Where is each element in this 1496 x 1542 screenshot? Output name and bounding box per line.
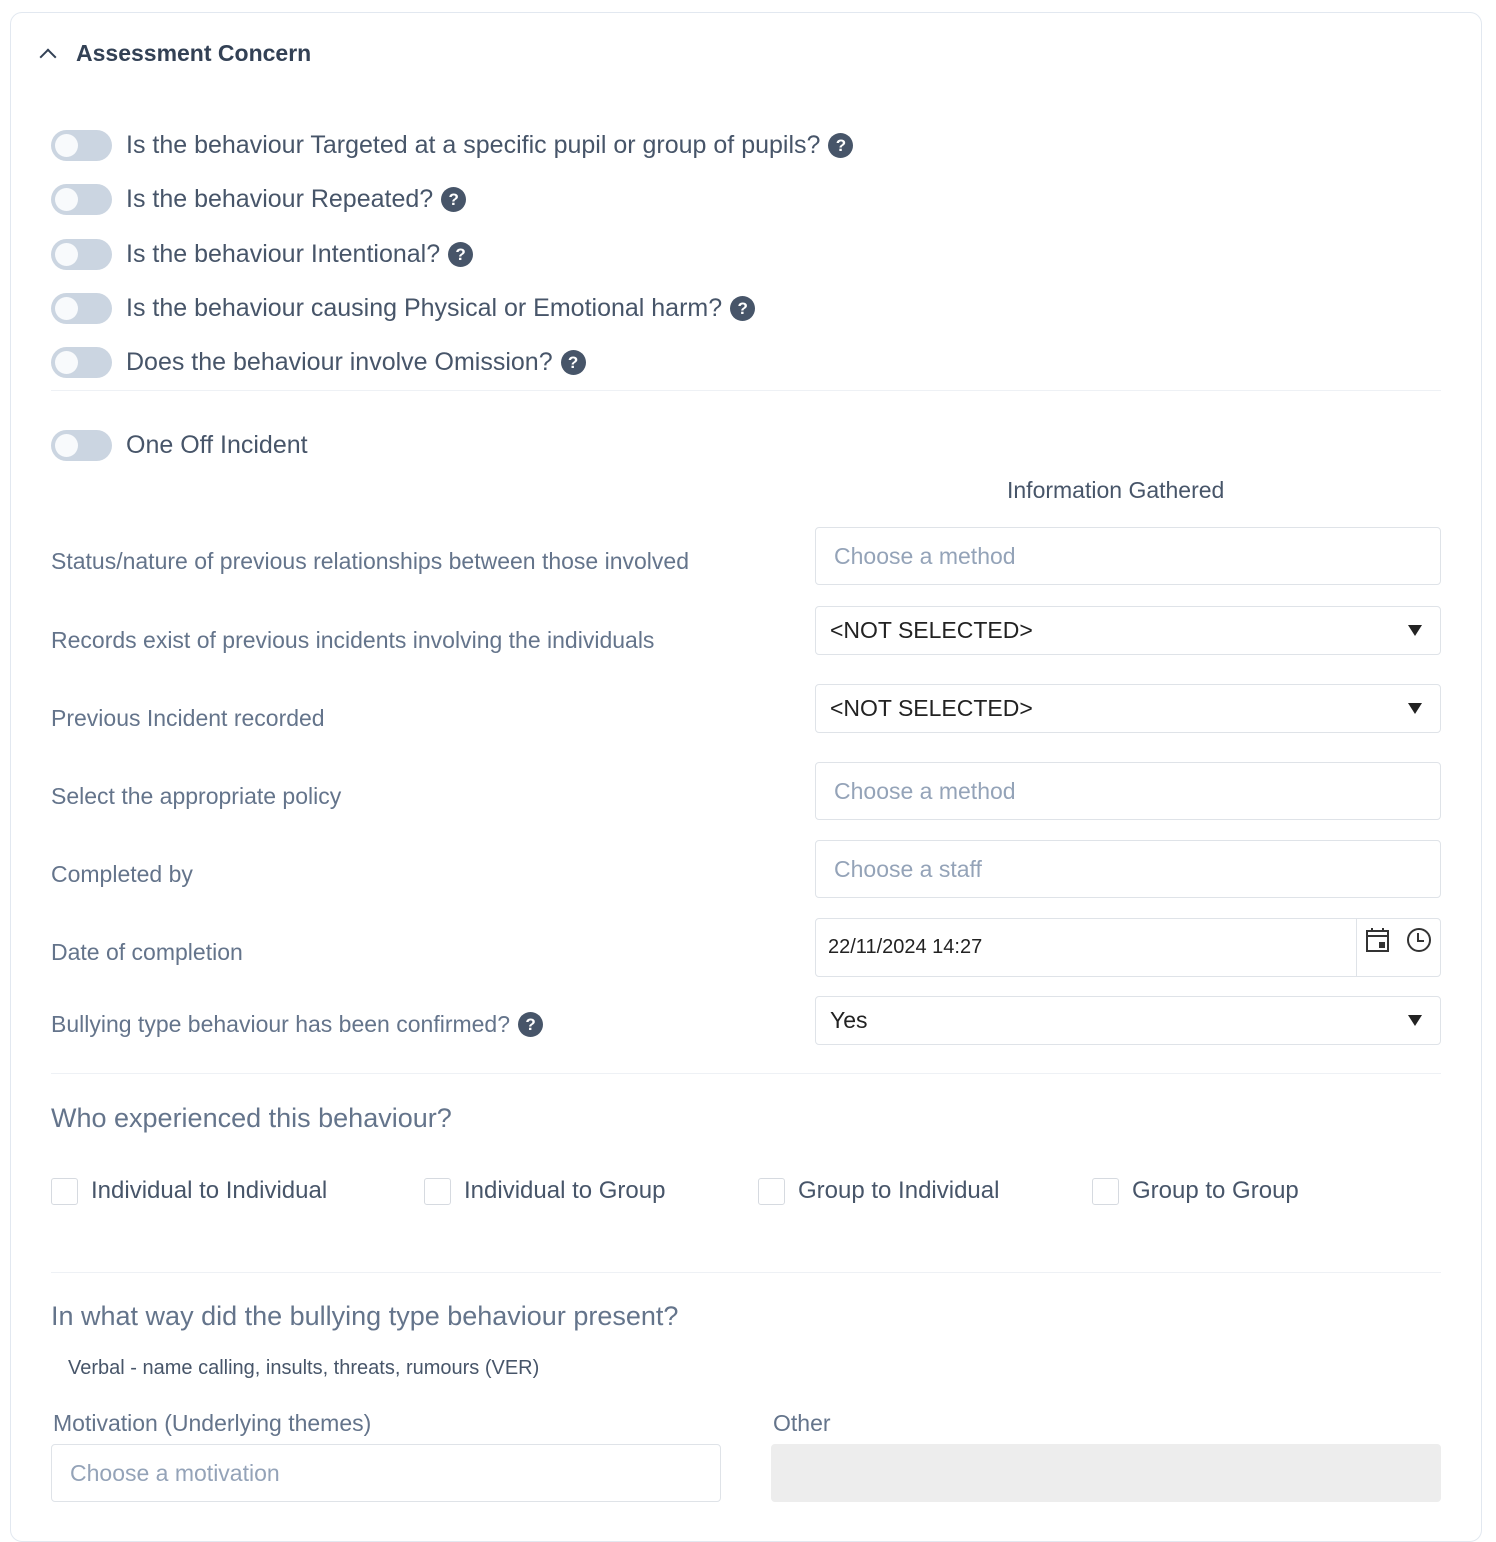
toggle-one-off[interactable] bbox=[51, 430, 112, 461]
toggle-label: Is the behaviour Repeated? bbox=[126, 185, 434, 213]
date-buttons bbox=[1356, 919, 1440, 976]
section-title: Assessment Concern bbox=[76, 40, 312, 66]
help-icon[interactable]: ? bbox=[561, 350, 586, 375]
section-header[interactable] bbox=[42, 40, 311, 67]
toggle-omission[interactable] bbox=[51, 347, 112, 378]
toggle-row-one-off bbox=[51, 430, 308, 461]
bullying-confirmed-select[interactable] bbox=[815, 996, 1441, 1045]
select-value: <NOT SELECTED> bbox=[830, 695, 1033, 721]
field-label bbox=[51, 1011, 543, 1038]
date-value: 22/11/2024 14:27 bbox=[828, 936, 983, 958]
who-heading: Who experienced this behaviour? bbox=[51, 1103, 452, 1133]
placeholder: Choose a method bbox=[834, 777, 1016, 804]
toggle-repeated[interactable] bbox=[51, 184, 112, 215]
label-text: Bullying type behaviour has been confirmed? bbox=[51, 1011, 511, 1037]
toggle-row-targeted bbox=[51, 130, 853, 161]
placeholder: Choose a motivation bbox=[70, 1459, 280, 1486]
toggle-row-harm bbox=[51, 293, 755, 324]
field-label: Select the appropriate policy bbox=[51, 783, 342, 809]
placeholder: Choose a method bbox=[834, 542, 1016, 569]
checkbox-group-to-individual[interactable] bbox=[758, 1177, 999, 1205]
toggle-row-intentional bbox=[51, 239, 473, 270]
checkbox-label: Individual to Individual bbox=[91, 1177, 328, 1204]
help-icon[interactable]: ? bbox=[448, 242, 473, 267]
info-gathered-header: Information Gathered bbox=[1007, 477, 1225, 503]
chevron-up-icon[interactable] bbox=[40, 48, 57, 65]
way-selected-item: Verbal - name calling, insults, threats, rumours (VER) bbox=[68, 1357, 540, 1379]
toggle-harm[interactable] bbox=[51, 293, 112, 324]
field-label: Records exist of previous incidents involving the individuals bbox=[51, 627, 655, 653]
help-icon[interactable]: ? bbox=[828, 133, 853, 158]
field-label: Previous Incident recorded bbox=[51, 705, 325, 731]
motivation-label: Motivation (Underlying themes) bbox=[53, 1410, 372, 1436]
records-exist-select[interactable] bbox=[815, 606, 1441, 655]
select-value: Yes bbox=[830, 1007, 868, 1033]
help-icon[interactable]: ? bbox=[518, 1012, 543, 1037]
checkbox-individual-to-individual[interactable] bbox=[51, 1177, 327, 1205]
divider bbox=[51, 1272, 1441, 1273]
field-label: Status/nature of previous relationships between those involved bbox=[51, 548, 690, 574]
other-label: Other bbox=[773, 1410, 831, 1436]
checkbox-label: Group to Group bbox=[1132, 1177, 1299, 1204]
field-label: Date of completion bbox=[51, 939, 243, 965]
checkbox-individual-to-group[interactable] bbox=[424, 1177, 665, 1205]
divider bbox=[51, 1073, 1441, 1074]
help-icon[interactable]: ? bbox=[730, 296, 755, 321]
dropdown-arrow-icon bbox=[1408, 703, 1422, 714]
other-input[interactable] bbox=[771, 1444, 1441, 1502]
date-completion-input[interactable] bbox=[815, 918, 1441, 977]
toggle-label: Does the behaviour involve Omission? bbox=[126, 348, 553, 376]
help-icon[interactable]: ? bbox=[441, 187, 466, 212]
checkbox[interactable] bbox=[51, 1178, 78, 1205]
relationships-method-input[interactable] bbox=[815, 527, 1441, 585]
checkbox-label: Group to Individual bbox=[798, 1177, 1000, 1204]
toggle-row-repeated bbox=[51, 184, 466, 215]
dropdown-arrow-icon bbox=[1408, 625, 1422, 636]
toggle-label: Is the behaviour Targeted at a specific pupil or group of pupils? bbox=[126, 131, 821, 159]
calendar-icon[interactable] bbox=[1365, 927, 1391, 953]
checkbox-label: Individual to Group bbox=[464, 1177, 666, 1204]
divider bbox=[51, 390, 1441, 391]
placeholder: Choose a staff bbox=[834, 855, 982, 882]
select-value: <NOT SELECTED> bbox=[830, 617, 1033, 643]
dropdown-arrow-icon bbox=[1408, 1015, 1422, 1026]
way-heading: In what way did the bullying type behaviour present? bbox=[51, 1301, 679, 1331]
checkbox[interactable] bbox=[424, 1178, 451, 1205]
clock-icon[interactable] bbox=[1406, 927, 1432, 953]
toggle-row-omission bbox=[51, 347, 586, 378]
policy-method-input[interactable] bbox=[815, 762, 1441, 820]
completed-by-input[interactable] bbox=[815, 840, 1441, 898]
checkbox-group-to-group[interactable] bbox=[1092, 1177, 1299, 1205]
toggle-label: Is the behaviour Intentional? bbox=[126, 240, 441, 268]
motivation-input[interactable] bbox=[51, 1444, 721, 1502]
checkbox[interactable] bbox=[1092, 1178, 1119, 1205]
toggle-label: Is the behaviour causing Physical or Emotional harm? bbox=[126, 294, 723, 322]
field-label: Completed by bbox=[51, 861, 193, 887]
checkbox[interactable] bbox=[758, 1178, 785, 1205]
toggle-label: One Off Incident bbox=[126, 431, 308, 459]
previous-incident-select[interactable] bbox=[815, 684, 1441, 733]
toggle-intentional[interactable] bbox=[51, 239, 112, 270]
toggle-targeted[interactable] bbox=[51, 130, 112, 161]
